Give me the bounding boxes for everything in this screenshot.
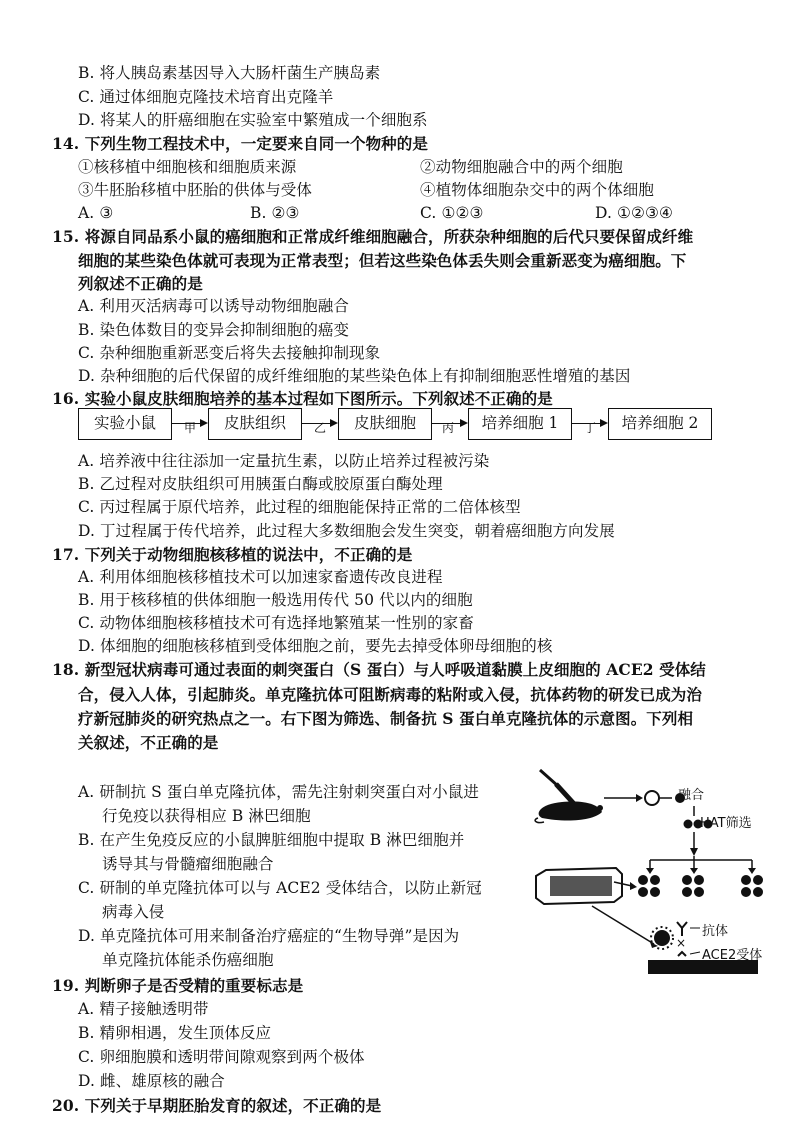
flow-arrow-label: 乙 [314, 421, 327, 435]
q17-option-b: B. 用于核移植的供体细胞一般选用传代 50 代以内的细胞 [78, 591, 473, 609]
flow-box-mouse: 实验小鼠 [78, 408, 172, 440]
flow-box-culture-1: 培养细胞 1 [468, 408, 572, 440]
q14-item-2: ②动物细胞融合中的两个细胞 [420, 158, 623, 176]
flow-arrow-label: 甲 [184, 421, 197, 435]
q15-option-c: C. 杂种细胞重新恶变后将失去接触抑制现象 [78, 344, 381, 362]
q13-option-b: B. 将人胰岛素基因导入大肠杆菌生产胰岛素 [78, 64, 381, 82]
figure-label-hat-selection: HAT筛选 [700, 816, 752, 831]
cell-cluster-2 [682, 875, 704, 897]
q18-stem-line-3: 疗新冠肺炎的研究热点之一。右下图为筛选、制备抗 S 蛋白单克隆抗体的示意图。下列相 [78, 709, 694, 728]
q15-option-d: D. 杂种细胞的后代保留的成纤维细胞的某些染色体上有抑制细胞恶性增殖的基因 [78, 367, 631, 385]
q19-option-b: B. 精卵相遇，发生顶体反应 [78, 1024, 272, 1042]
monoclonal-antibody-figure [532, 768, 782, 988]
q15-option-a: A. 利用灭活病毒可以诱导动物细胞融合 [78, 297, 349, 315]
q18-option-a-line-1: A. 研制抗 S 蛋白单克隆抗体，需先注射刺突蛋白对小鼠进 [78, 783, 479, 801]
mouse-icon [535, 801, 603, 822]
q18-option-a-line-2: 行免疫以获得相应 B 淋巴细胞 [102, 807, 311, 825]
q14-stem: 14. 下列生物工程技术中，一定要来自同一个物种的是 [52, 134, 428, 153]
q15-stem-line-2: 细胞的某些染色体就可表现为正常表型；但若这些染色体丢失则会重新恶变为癌细胞。下 [78, 251, 687, 270]
q15-stem-line-3: 列叙述不正确的是 [78, 274, 203, 293]
q15-stem-line-1: 15. 将源自同品系小鼠的癌细胞和正常成纤维细胞融合，所获杂种细胞的后代只要保留成纤维 [52, 227, 694, 246]
q18-option-b-line-2: 诱导其与骨髓瘤细胞融合 [102, 855, 274, 873]
q14-item-1: ①核移植中细胞核和细胞质来源 [78, 158, 297, 176]
q20-stem: 20. 下列关于早期胚胎发育的叙述，不正确的是 [52, 1096, 382, 1115]
q18-option-d-line-1: D. 单克隆抗体可用来制备治疗癌症的“生物导弹”是因为 [78, 927, 460, 945]
q17-option-d: D. 体细胞的细胞核移植到受体细胞之前，要先去掉受体卵母细胞的核 [78, 637, 553, 655]
q18-option-b-line-1: B. 在产生免疫反应的小鼠脾脏细胞中提取 B 淋巴细胞并 [78, 831, 465, 849]
q18-stem-line-4: 关叙述，不正确的是 [78, 733, 219, 752]
figure-label-fusion: 融合 [678, 788, 705, 803]
q13-option-d: D. 将某人的肝癌细胞在实验室中繁殖成一个细胞系 [78, 111, 428, 129]
q19-option-a: A. 精子接触透明带 [78, 1000, 209, 1018]
flow-arrow-bing [432, 421, 466, 435]
q18-stem-line-2: 合，侵入人体，引起肺炎。单克隆抗体可阻断病毒的粘附或入侵，抗体药物的研发已成为治 [78, 685, 703, 704]
cell-cluster-3 [741, 875, 763, 897]
q18-option-d-line-2: 单克隆抗体能杀伤癌细胞 [102, 951, 274, 969]
flow-arrow-jia [172, 421, 206, 435]
flow-arrow-yi [302, 421, 336, 435]
q18-option-c-line-2: 病毒入侵 [102, 903, 165, 921]
cell-culture-flow-diagram [0, 404, 794, 444]
flow-box-skin-tissue: 皮肤组织 [208, 408, 302, 440]
q14-option-a: A. ③ [78, 204, 114, 222]
flow-arrow-label: 丙 [442, 421, 455, 435]
q19-option-d: D. 雌、雄原核的融合 [78, 1072, 225, 1090]
q17-option-c: C. 动物体细胞核移植技术可有选择地繁殖某一性别的家畜 [78, 614, 474, 632]
q16-stem: 16. 实验小鼠皮肤细胞培养的基本过程如下图所示。下列叙述不正确的是 [52, 389, 553, 408]
q14-option-b: B. ②③ [250, 204, 300, 222]
culture-flask-icon [536, 868, 637, 904]
q14-item-4: ④植物体细胞杂交中的两个体细胞 [420, 181, 655, 199]
figure-label-ace2-receptor: ACE2受体 [702, 948, 763, 963]
receptor-icon [678, 952, 700, 956]
virus-icon [651, 927, 673, 949]
figure-label-blocked: × [676, 936, 687, 950]
q16-option-b: B. 乙过程对皮肤组织可用胰蛋白酶或胶原蛋白酶处理 [78, 475, 443, 493]
q17-stem: 17. 下列关于动物细胞核移植的说法中，不正确的是 [52, 545, 413, 564]
flow-arrow-ding [572, 421, 606, 435]
flow-box-skin-cell: 皮肤细胞 [338, 408, 432, 440]
q15-option-b: B. 染色体数目的变异会抑制细胞的癌变 [78, 321, 350, 339]
q13-option-c: C. 通过体细胞克隆技术培育出克隆羊 [78, 88, 334, 106]
q18-option-c-line-1: C. 研制的单克隆抗体可以与 ACE2 受体结合，以防止新冠 [78, 879, 482, 897]
figure-label-antibody: 抗体 [702, 924, 729, 939]
antibody-icon [677, 922, 700, 936]
flow-arrow-label: 丁 [584, 421, 597, 435]
q17-option-a: A. 利用体细胞核移植技术可以加速家畜遗传改良进程 [78, 568, 443, 586]
q18-stem-line-1: 18. 新型冠状病毒可通过表面的刺突蛋白（S 蛋白）与人呼吸道黏膜上皮细胞的 ACE2 受体结 [52, 660, 706, 679]
q16-option-c: C. 丙过程属于原代培养，此过程的细胞能保持正常的二倍体核型 [78, 498, 521, 516]
q14-option-c: C. ①②③ [420, 204, 484, 222]
flow-box-culture-2: 培养细胞 2 [608, 408, 712, 440]
q16-option-d: D. 丁过程属于传代培养，此过程大多数细胞会发生突变，朝着癌细胞方向发展 [78, 522, 615, 540]
q14-item-3: ③牛胚胎移植中胚胎的供体与受体 [78, 181, 313, 199]
q14-option-d: D. ①②③④ [595, 204, 674, 222]
q19-option-c: C. 卵细胞膜和透明带间隙观察到两个极体 [78, 1048, 365, 1066]
q19-stem: 19. 判断卵子是否受精的重要标志是 [52, 976, 304, 995]
q16-option-a: A. 培养液中往往添加一定量抗生素，以防止培养过程被污染 [78, 452, 490, 470]
cell-cluster-1 [638, 875, 660, 897]
